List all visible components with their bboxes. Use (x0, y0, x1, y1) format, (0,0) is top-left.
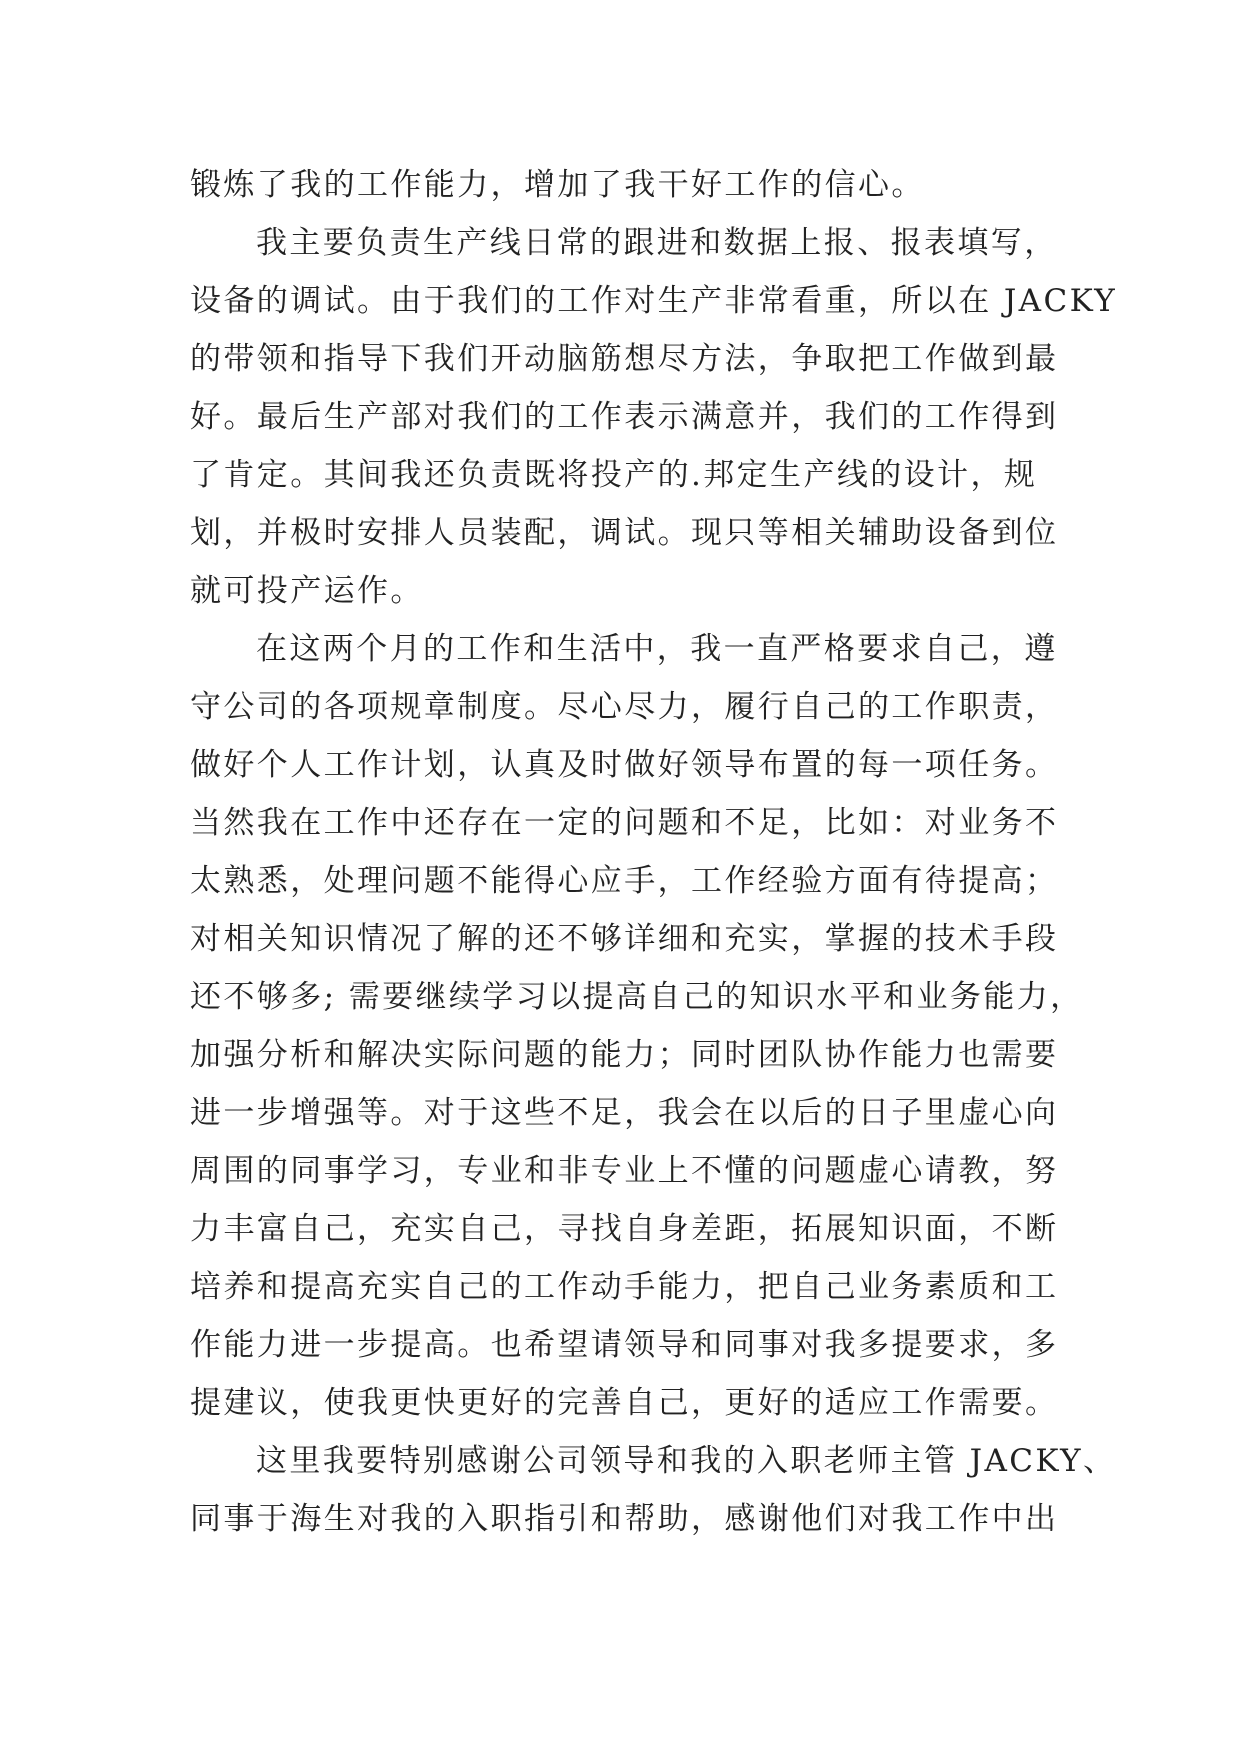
text-line: 好。最后生产部对我们的工作表示满意并，我们的工作得到 (190, 399, 1059, 435)
text-line: 做好个人工作计划，认真及时做好领导布置的每一项任务。 (190, 747, 1059, 783)
text-line: 对相关知识情况了解的还不够详细和充实，掌握的技术手段 (190, 921, 1059, 957)
text-line: 划，并极时安排人员装配，调试。现只等相关辅助设备到位 (190, 515, 1059, 551)
text-line: 的带领和指导下我们开动脑筋想尽方法，争取把工作做到最 (190, 341, 1059, 377)
text-line: 就可投产运作。 (190, 573, 424, 609)
text-line: 当然我在工作中还存在一定的问题和不足，比如：对业务不 (190, 805, 1059, 841)
text-line: 守公司的各项规章制度。尽心尽力，履行自己的工作职责， (190, 689, 1059, 725)
text-line: 设备的调试。由于我们的工作对生产非常看重，所以在 JACKY (190, 283, 1118, 319)
text-line: 太熟悉，处理问题不能得心应手，工作经验方面有待提高； (190, 863, 1059, 899)
text-line: 了肯定。其间我还负责既将投产的.邦定生产线的设计，规 (190, 457, 1038, 493)
text-line: 作能力进一步提高。也希望请领导和同事对我多提要求，多 (190, 1327, 1059, 1363)
text-line: 提建议，使我更快更好的完善自己，更好的适应工作需要。 (190, 1385, 1059, 1421)
text-line: 加强分析和解决实际问题的能力；同时团队协作能力也需要 (190, 1037, 1059, 1073)
text-line: 在这两个月的工作和生活中，我一直严格要求自己，遵 (256, 631, 1058, 667)
text-line: 锻炼了我的工作能力，增加了我干好工作的信心。 (190, 167, 925, 203)
text-line: 还不够多; 需要继续学习以提高自己的知识水平和业务能力， (190, 979, 1084, 1015)
text-line: 周围的同事学习，专业和非专业上不懂的问题虚心请教，努 (190, 1153, 1059, 1189)
text-line: 我主要负责生产线日常的跟进和数据上报、报表填写， (256, 225, 1058, 261)
text-line: 力丰富自己，充实自己，寻找自身差距，拓展知识面，不断 (190, 1211, 1059, 1247)
text-line: 这里我要特别感谢公司领导和我的入职老师主管 JACKY、 (256, 1443, 1117, 1479)
body-text (190, 156, 1118, 1548)
text-line: 同事于海生对我的入职指引和帮助，感谢他们对我工作中出 (190, 1501, 1059, 1537)
text-line: 培养和提高充实自己的工作动手能力，把自己业务素质和工 (190, 1269, 1059, 1305)
text-line: 进一步增强等。对于这些不足，我会在以后的日子里虚心向 (190, 1095, 1059, 1131)
